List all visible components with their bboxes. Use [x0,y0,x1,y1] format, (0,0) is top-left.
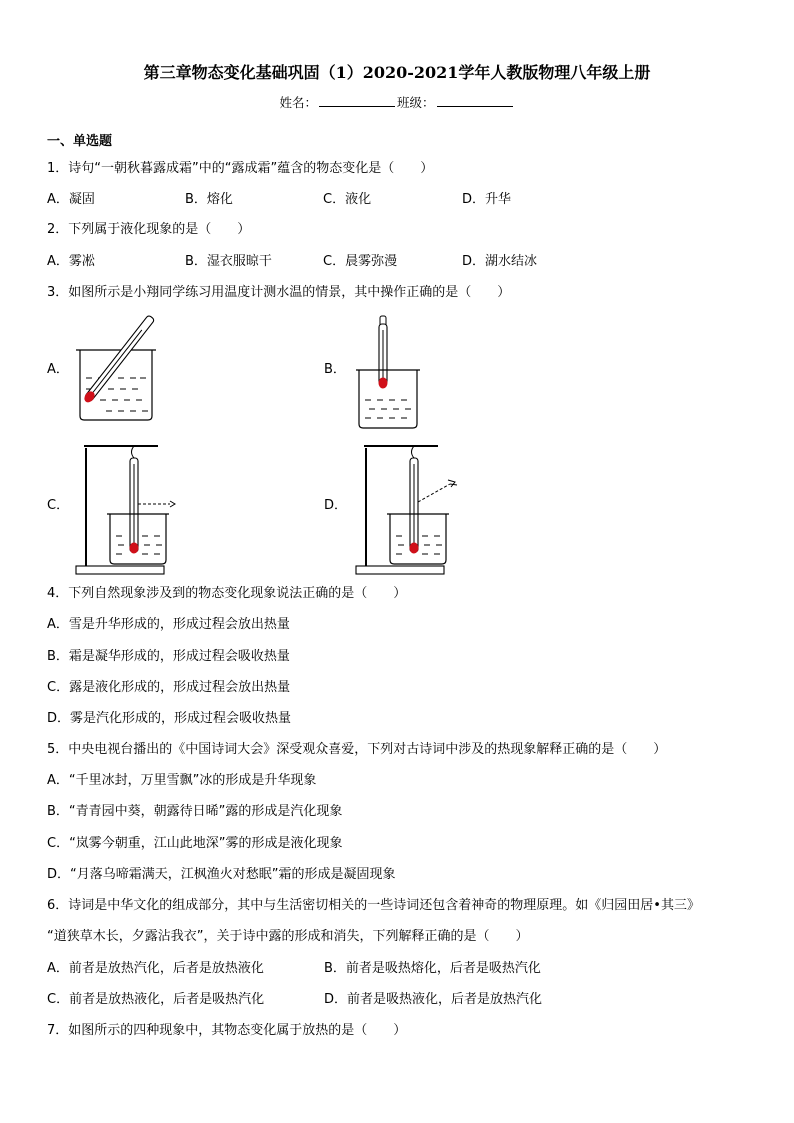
question-3-stem: 3．如图所示是小翔同学练习用温度计测水温的情景，其中操作正确的是（ ） [47,285,511,300]
class-label: 班级： [397,95,435,110]
q3-option-c[interactable]: C． [47,498,70,513]
q3-option-d[interactable]: D． [324,498,348,513]
question-1-stem: 1．诗句“一朝秋暮露成霜”中的“露成霜”蕴含的物态变化是（ ） [47,161,434,176]
q1-option-c[interactable]: C．液化 [323,192,372,207]
figure-a-thermometer-tilted[interactable] [72,314,162,424]
q4-option-b[interactable]: B．霜是凝华形成的，形成过程会吸收热量 [47,649,290,664]
student-info [0,93,794,111]
figure-c-stand-level-reading[interactable] [74,440,184,576]
question-2-stem: 2．下列属于液化现象的是（ ） [47,222,251,237]
q2-option-c[interactable]: C．晨雾弥漫 [323,254,398,269]
name-blank[interactable] [319,94,395,107]
q1-option-d[interactable]: D．升华 [462,192,512,207]
q4-option-a[interactable]: A．雪是升华形成的，形成过程会放出热量 [47,617,290,632]
q2-option-d[interactable]: D．湖水结冰 [462,254,538,269]
q4-option-d[interactable]: D．雾是汽化形成的，形成过程会吸收热量 [47,711,292,726]
page-title: 第三章物态变化基础巩固（1）2020-2021学年人教版物理八年级上册 [143,63,651,82]
section-title: 一、单选题 [47,134,113,149]
q5-option-c[interactable]: C．“岚雾今朝重，江山此地深”雾的形成是液化现象 [47,836,343,851]
q5-option-a[interactable]: A．“千里冰封，万里雪飘”冰的形成是升华现象 [47,773,317,788]
q2-option-a[interactable]: A．雾凇 [47,254,95,269]
question-5-stem: 5．中央电视台播出的《中国诗词大会》深受观众喜爱，下列对古诗词中涉及的热现象解释正确的是（ ） [47,742,667,757]
q5-option-d[interactable]: D．“月落乌啼霜满天，江枫渔火对愁眠”霜的形成是凝固现象 [47,867,396,882]
question-4-stem: 4．下列自然现象涉及到的物态变化现象说法正确的是（ ） [47,586,407,601]
question-7-stem: 7．如图所示的四种现象中，其物态变化属于放热的是（ ） [47,1023,407,1038]
q3-option-b[interactable]: B． [324,362,346,377]
q6-option-d[interactable]: D．前者是吸热液化，后者是放热汽化 [324,992,543,1007]
name-label: 姓名： [279,95,317,110]
question-6-stem: 6．诗词是中华文化的组成部分，其中与生活密切相关的一些诗词还包含着神奇的物理原理。如《归园田居•其三》 [47,898,700,913]
q4-option-c[interactable]: C．露是液化形成的，形成过程会放出热量 [47,680,291,695]
question-6-stem-continued: “道狭草木长，夕露沾我衣”，关于诗中露的形成和消失，下列解释正确的是（ ） [47,929,529,944]
q1-option-a[interactable]: A．凝固 [47,192,95,207]
q3-option-a[interactable]: A． [47,362,69,377]
q2-option-b[interactable]: B．湿衣服晾干 [185,254,272,269]
q5-option-b[interactable]: B．“青青园中葵，朝露待日晞”露的形成是汽化现象 [47,804,343,819]
figure-d-stand-tilted-reading[interactable] [354,440,464,576]
q6-option-a[interactable]: A．前者是放热汽化，后者是放热液化 [47,961,264,976]
class-blank[interactable] [437,94,513,107]
figure-b-thermometer-above-water[interactable] [355,316,425,430]
q6-option-c[interactable]: C．前者是放热液化，后者是吸热汽化 [47,992,265,1007]
q1-option-b[interactable]: B．熔化 [185,192,233,207]
q6-option-b[interactable]: B．前者是吸热熔化，后者是吸热汽化 [324,961,541,976]
